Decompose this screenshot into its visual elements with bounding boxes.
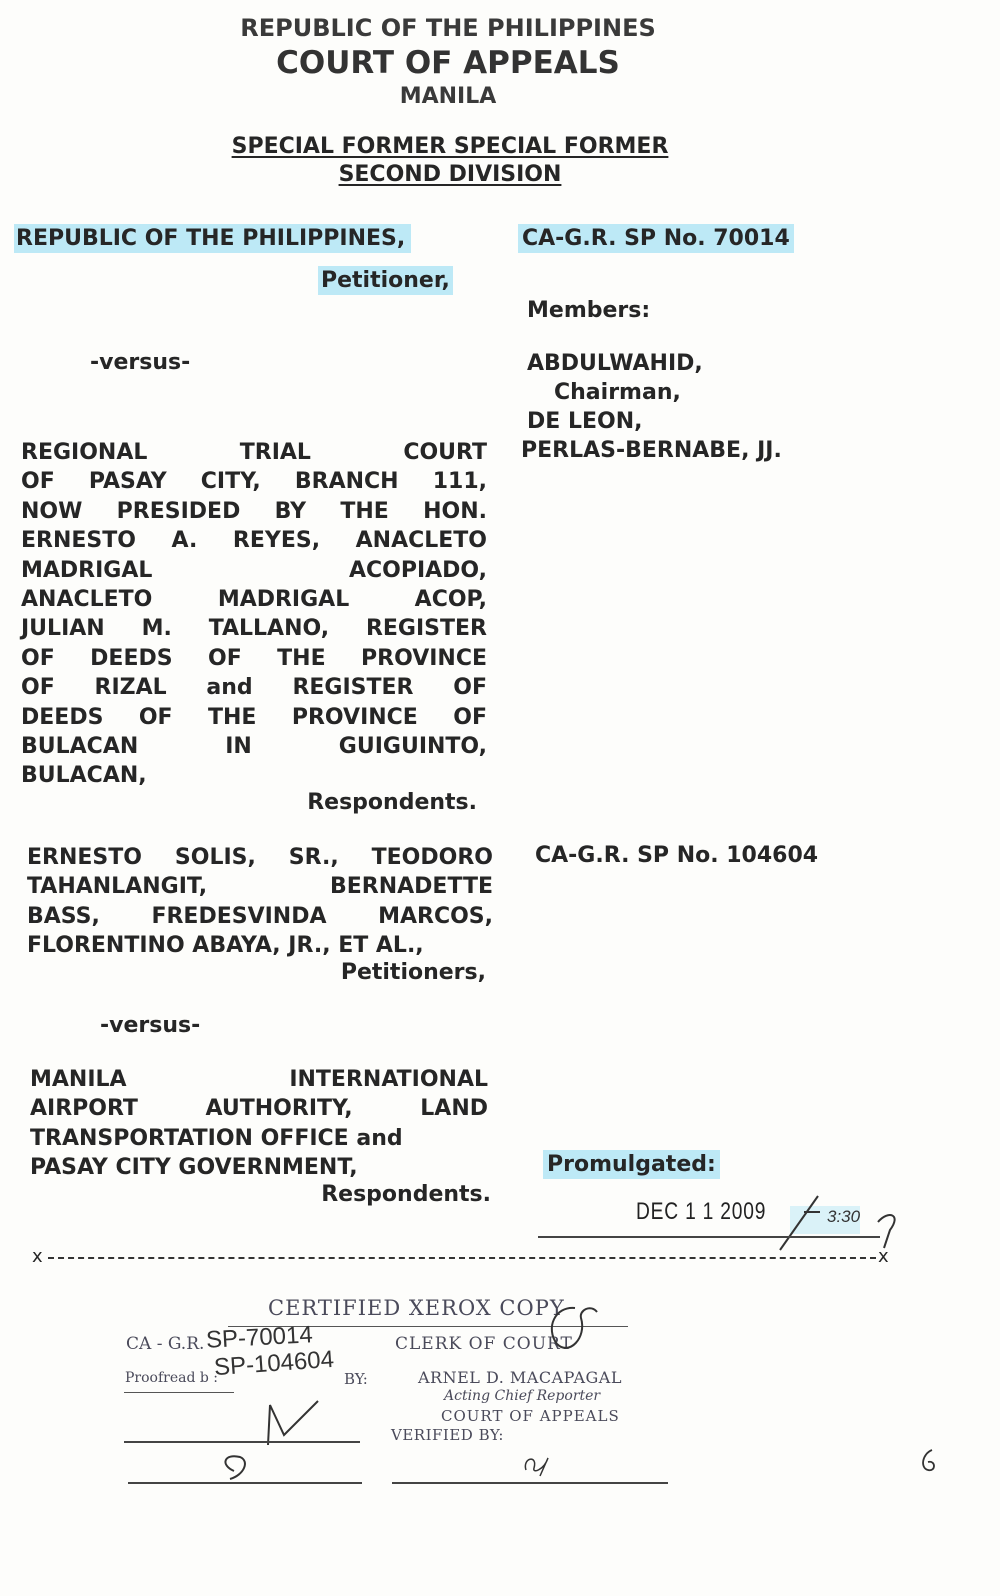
proofread-rule [124, 1392, 234, 1393]
case1-respondent-line: DEEDS OF THE PROVINCE OF [21, 704, 487, 730]
officer-name: ARNEL D. MACAPAGAL [418, 1368, 622, 1387]
case1-respondent-line: JULIAN M. TALLANO, REGISTER [21, 616, 487, 642]
separator-end: x [878, 1246, 889, 1267]
promulgated-label: Promulgated: [543, 1150, 720, 1179]
promulgation-underline [538, 1236, 880, 1238]
case1-number: CA-G.R. SP No. 70014 [518, 224, 794, 253]
clerk-signature [535, 1298, 605, 1358]
case1-respondent-line: OF RIZAL and REGISTER OF [21, 675, 487, 701]
promulgation-time: 3:30 [827, 1207, 861, 1226]
member-3: PERLAS-BERNABE, JJ. [521, 438, 782, 463]
case1-respondent-line: MADRIGAL ACOPIADO, [21, 557, 487, 583]
officer-office: COURT OF APPEALS [441, 1407, 620, 1425]
handwritten-case-1: SP-70014 [205, 1321, 314, 1354]
case1-number-block [518, 226, 794, 251]
case1-respondent-line: NOW PRESIDED BY THE HON. [21, 498, 487, 524]
proofreader-signature [200, 1395, 340, 1485]
case2-respondent-role: Respondents. [321, 1182, 491, 1207]
proofread-label: Proofread b : [125, 1370, 219, 1386]
division-line-1: SPECIAL FORMER SPECIAL FORMER [231, 134, 669, 159]
page-mark [914, 1446, 944, 1476]
member-1: ABDULWAHID, [527, 351, 703, 376]
officer-title: Acting Chief Reporter [444, 1388, 601, 1404]
case1-respondent-line: OF PASAY CITY, BRANCH 111, [21, 469, 487, 495]
date-pen-marks [760, 1190, 920, 1260]
header-republic: REPUBLIC OF THE PHILIPPINES [240, 14, 656, 42]
case1-respondent-role: Respondents. [307, 790, 477, 815]
case2-respondent-last: PASAY CITY GOVERNMENT, [30, 1155, 358, 1181]
separator-dashes [48, 1257, 876, 1259]
case2-respondents-block [30, 1065, 488, 1183]
ca-gr-label: CA - G.R. [126, 1334, 205, 1354]
case2-petitioner-last: FLORENTINO ABAYA, JR., ET AL., [27, 933, 424, 959]
case2-petitioners-block [27, 843, 493, 961]
certified-copy-title: CERTIFIED XEROX COPY [268, 1296, 565, 1320]
division-line-2: SECOND DIVISION [338, 162, 562, 187]
case1-petitioner-name: REPUBLIC OF THE PHILIPPINES, [14, 224, 411, 253]
separator-start: x [32, 1246, 43, 1267]
member-2: DE LEON, [527, 409, 643, 434]
verifier-initials [518, 1440, 558, 1480]
case2-respondent-line: TRANSPORTATION OFFICE and [30, 1125, 403, 1151]
proofread-bottom-rule [128, 1482, 362, 1484]
case1-petitioner-role: Petitioner, [318, 266, 453, 295]
case2-respondent-line: AIRPORT AUTHORITY, LAND [30, 1096, 488, 1122]
case2-versus: -versus- [100, 1013, 201, 1038]
promulgated-block [543, 1152, 720, 1177]
promulgation-date-stamp: DEC 1 1 2009 [636, 1198, 767, 1225]
handwritten-case-2: SP-104604 [213, 1345, 335, 1382]
case2-respondent-line: MANILA INTERNATIONAL [30, 1067, 488, 1092]
header-court: COURT OF APPEALS [276, 45, 620, 81]
case2-petitioner-line: TAHANLANGIT, BERNADETTE [27, 874, 493, 900]
verified-by-label: VERIFIED BY: [391, 1426, 504, 1444]
header-city: MANILA [399, 84, 497, 109]
case1-petitioner-role-block [318, 268, 453, 293]
case1-respondent-line: REGIONAL TRIAL COURT [21, 440, 487, 465]
members-label: Members: [527, 298, 651, 323]
verified-rule [392, 1482, 668, 1484]
case1-respondent-line: ERNESTO A. REYES, ANACLETO [21, 528, 487, 554]
case2-petitioner-role: Petitioners, [340, 960, 486, 985]
case2-petitioner-line: BASS, FREDESVINDA MARCOS, [27, 903, 493, 929]
member-1-title: Chairman, [554, 380, 681, 405]
case1-respondents-block [21, 438, 487, 791]
proofread-signature-rule [124, 1441, 360, 1443]
case1-petitioner-block [14, 226, 411, 251]
clerk-of-court-label: CLERK OF COURT [395, 1334, 573, 1354]
case1-versus: -versus- [90, 350, 191, 375]
case2-number: CA-G.R. SP No. 104604 [535, 843, 819, 868]
case2-petitioner-line: ERNESTO SOLIS, SR., TEODORO [27, 845, 493, 870]
case1-respondent-line: BULACAN IN GUIGUINTO, [21, 734, 487, 760]
case1-respondent-line: ANACLETO MADRIGAL ACOP, [21, 587, 487, 613]
case1-respondent-last: BULACAN, [21, 763, 147, 789]
by-label: BY: [344, 1370, 368, 1388]
case1-respondent-line: OF DEEDS OF THE PROVINCE [21, 645, 487, 671]
